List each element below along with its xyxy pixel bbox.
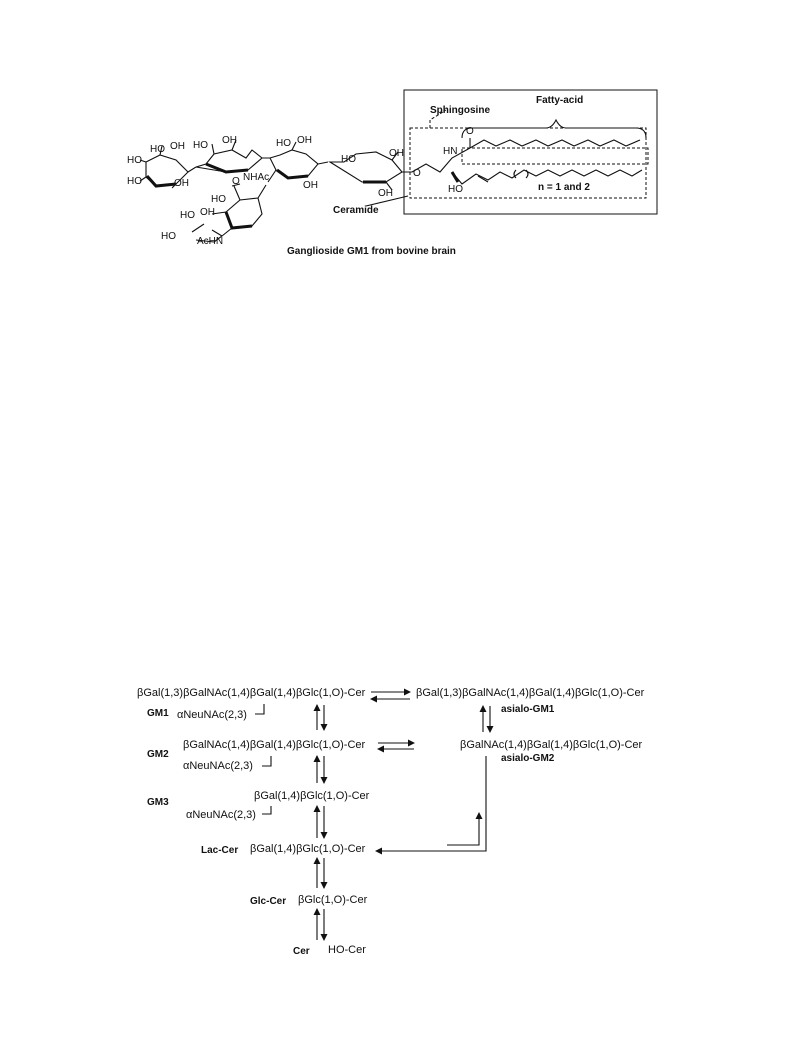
gm1-formula: βGal(1,3)βGalNAc(1,4)βGal(1,4)βGlc(1,O)-Cer xyxy=(137,687,366,699)
gm1-label: GM1 xyxy=(147,708,169,719)
asialo-gm2-label: asialo-GM2 xyxy=(501,753,555,764)
cer-formula: HO-Cer xyxy=(328,944,366,956)
gm2-branch-bracket xyxy=(262,756,271,766)
sphingosine-label: Sphingosine xyxy=(430,105,490,116)
gal2-oh: OH xyxy=(297,135,312,146)
cer-hn: HN xyxy=(443,146,458,157)
gal-ho-low: HO xyxy=(127,176,142,187)
glc-cer-formula: βGlc(1,O)-Cer xyxy=(298,894,368,906)
cer-label: Cer xyxy=(293,946,310,957)
glc-ho: HO xyxy=(341,154,356,165)
gm1-branch-bracket xyxy=(255,704,264,714)
neu-oh-b: OH xyxy=(200,207,215,218)
neu-ho-carboxyl: HO xyxy=(211,194,226,205)
arrow-lac-cer-to-asialo-gm2 xyxy=(447,813,479,845)
neu-o: O xyxy=(232,176,240,187)
ceramide-label: Ceramide xyxy=(333,205,379,216)
asialo-gm2-formula: βGalNAc(1,4)βGal(1,4)βGlc(1,O)-Cer xyxy=(460,739,643,751)
cer-carbonyl-o: O xyxy=(466,126,474,137)
gal2-ho: HO xyxy=(276,138,291,149)
gm3-branch: αNeuNAc(2,3) xyxy=(186,809,256,821)
ganglioside-gm1-structure xyxy=(127,90,657,257)
neu-ho-a: HO xyxy=(180,210,195,221)
lac-cer-label: Lac-Cer xyxy=(201,845,239,856)
arrow-asialo-gm2-to-lac-cer xyxy=(376,756,486,851)
figure-caption: Ganglioside GM1 from bovine brain xyxy=(287,246,456,257)
gal-ho-left: HO xyxy=(127,155,142,166)
gm2-formula: βGalNAc(1,4)βGal(1,4)βGlc(1,O)-Cer xyxy=(183,739,366,751)
sphingosine-dashed-box xyxy=(410,128,646,198)
n-label: n = 1 and 2 xyxy=(538,182,590,193)
degradation-pathway xyxy=(137,687,645,957)
glc-oh-low: OH xyxy=(378,188,393,199)
galnac-oh-b: OH xyxy=(222,135,237,146)
neu-ho-side: HO xyxy=(161,231,176,242)
gal-ho-top: HO xyxy=(150,144,165,155)
gm3-branch-bracket xyxy=(262,806,271,814)
fatty-acid-dashed-box xyxy=(462,148,648,164)
gal-oh-ring: OH xyxy=(174,178,189,189)
fatty-acid-brace xyxy=(462,120,646,138)
fatty-acid-label: Fatty-acid xyxy=(536,95,584,106)
gm1-branch: αNeuNAc(2,3) xyxy=(177,709,247,721)
gal-oh-top: OH xyxy=(170,141,185,152)
gal2-oh2: OH xyxy=(303,180,318,191)
glc-oh-top: OH xyxy=(389,148,404,159)
galnac-ho-a: HO xyxy=(193,140,208,151)
gm2-label: GM2 xyxy=(147,749,169,760)
asialo-gm1-formula: βGal(1,3)βGalNAc(1,4)βGal(1,4)βGlc(1,O)-Cer xyxy=(416,687,645,699)
asialo-gm1-label: asialo-GM1 xyxy=(501,704,555,715)
gm3-formula: βGal(1,4)βGlc(1,O)-Cer xyxy=(254,790,370,802)
gm2-branch: αNeuNAc(2,3) xyxy=(183,760,253,772)
galnac-nhac: NHAc xyxy=(243,172,270,183)
glc-cer-label: Glc-Cer xyxy=(250,896,287,907)
cer-link-o: O xyxy=(413,168,421,179)
ceramide-chains xyxy=(412,138,642,184)
cer-ho: HO xyxy=(448,184,463,195)
gm3-label: GM3 xyxy=(147,797,169,808)
neu-achn: AcHN xyxy=(197,236,224,247)
lac-cer-formula: βGal(1,4)βGlc(1,O)-Cer xyxy=(250,843,366,855)
